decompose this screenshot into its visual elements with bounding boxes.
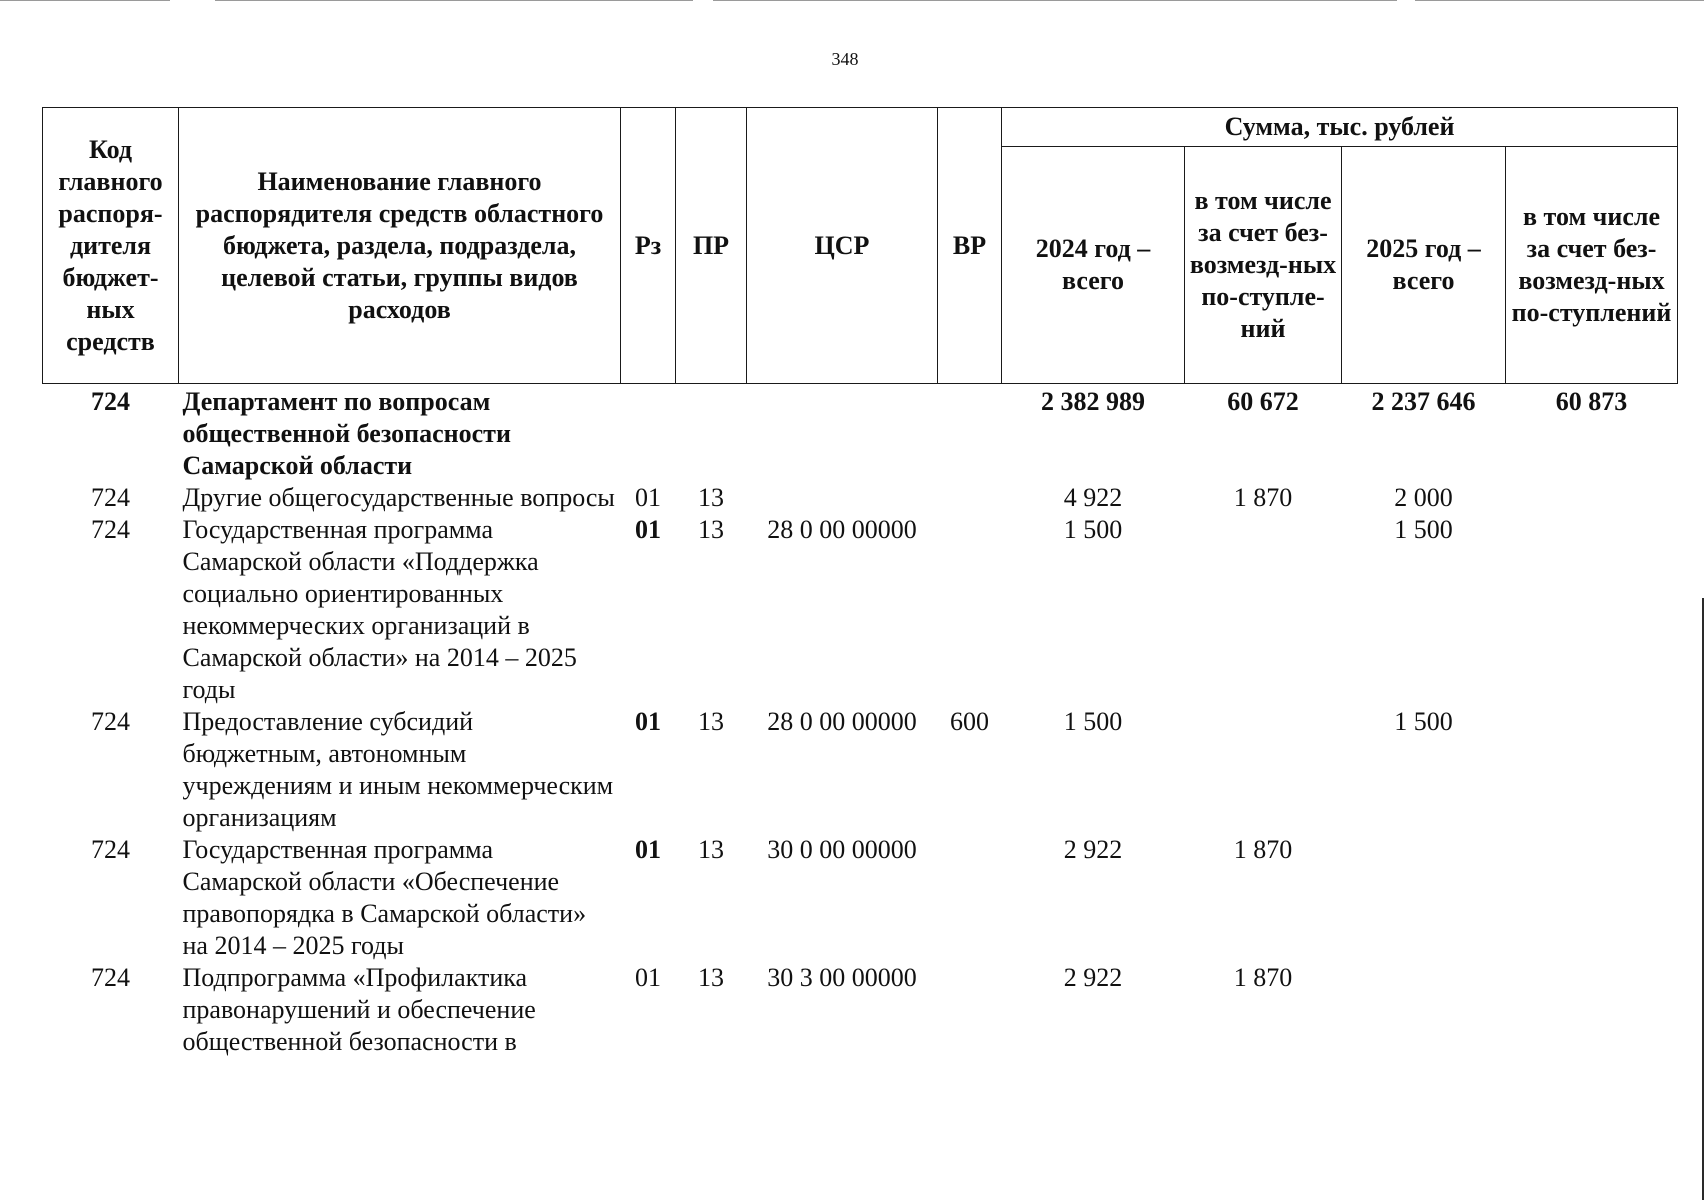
cell-csr: 30 3 00 00000 [767,963,917,992]
cell-csr [747,482,938,514]
table-row [43,514,1678,706]
table-row [43,482,1678,514]
cell-code: 724 [91,963,130,992]
cell-code: 724 [91,387,130,416]
header-code: Код главного распоря-дителя бюджет-ных средств [43,108,179,384]
cell-2025-grants: 60 873 [1555,387,1628,416]
cell-pr [676,384,747,483]
cell-name: Департамент по вопросам общественной безопасности Самарской области [182,387,511,480]
cell-2024-grants [1185,514,1342,706]
header-pr: ПР [676,108,747,384]
table-row [43,834,1678,962]
cell-2025-grants [1506,482,1678,514]
cell-rz: 01 [635,835,661,864]
cell-vr [938,834,1002,962]
cell-vr [938,482,1002,514]
header-2024-total: 2024 год – всего [1002,147,1185,384]
cell-vr [938,384,1002,483]
cell-2024-grants [1185,706,1342,834]
cell-vr [938,962,1002,1058]
header-csr: ЦСР [747,108,938,384]
header-vr: ВР [938,108,1002,384]
cell-2025-total: 1 500 [1394,707,1453,736]
cell-rz [621,384,676,483]
cell-code: 724 [91,483,130,512]
cell-2025-total [1342,962,1506,1058]
cell-2024-total: 1 500 [1063,707,1123,736]
table-body [43,384,1678,1059]
page-number: 348 [831,49,859,69]
table-row [43,706,1678,834]
scan-border-line [713,0,1397,1]
cell-2024-total: 2 922 [1063,835,1123,864]
cell-pr: 13 [698,483,724,512]
cell-2025-total [1342,834,1506,962]
header-sum-group: Сумма, тыс. рублей [1002,108,1678,147]
cell-2024-total: 1 500 [1063,515,1123,544]
cell-csr [747,384,938,483]
table-row [43,962,1678,1058]
cell-code: 724 [91,515,130,544]
scan-border-line [1415,0,1704,1]
cell-rz: 01 [635,515,661,544]
cell-csr: 30 0 00 00000 [767,835,917,864]
scan-border-line [0,0,170,1]
cell-2024-grants: 60 672 [1227,387,1299,416]
cell-2024-grants: 1 870 [1233,963,1293,992]
cell-vr [938,514,1002,706]
cell-2025-total: 2 000 [1394,483,1453,512]
cell-name: Подпрограмма «Профилактика правонарушений и обеспечение общественной безопасности в [182,963,536,1056]
header-2025-total: 2025 год – всего [1342,147,1506,384]
cell-csr: 28 0 00 00000 [767,515,917,544]
cell-2024-grants: 1 870 [1233,835,1293,864]
cell-rz: 01 [635,483,661,512]
cell-pr: 13 [698,515,724,544]
table-header [43,108,1678,384]
cell-vr: 600 [950,707,989,736]
cell-pr: 13 [698,835,724,864]
cell-2024-total: 4 922 [1063,483,1123,512]
cell-name: Другие общегосударственные вопросы [182,483,615,512]
cell-rz: 01 [635,707,661,736]
cell-pr: 13 [698,707,724,736]
header-2024-grants: в том числе за счет без-возмезд-ных по-ступле-ний [1185,147,1342,384]
header-name: Наименование главного распорядителя средств областного бюджета, раздела, подраздела, целевой статьи, группы видов расходов [179,108,621,384]
cell-2024-total: 2 922 [1063,963,1123,992]
cell-code: 724 [91,707,130,736]
cell-csr: 28 0 00 00000 [767,707,917,736]
cell-2024-grants: 1 870 [1233,483,1293,512]
cell-2025-grants [1506,706,1678,834]
cell-rz: 01 [635,963,661,992]
scan-border-line [215,0,693,1]
cell-name: Государственная программа Самарской области «Обеспечение правопорядка в Самарской области» на 2014 – 2025 годы [182,835,587,960]
cell-pr: 13 [698,963,724,992]
table-row [43,384,1678,483]
cell-code: 724 [91,835,130,864]
header-rz: Рз [621,108,676,384]
cell-name: Государственная программа Самарской области «Поддержка социально ориентированных некоммерческих организаций в Самарской области» на 2014 – 2025 годы [182,515,577,704]
cell-2025-grants [1506,834,1678,962]
cell-2025-total: 2 237 646 [1371,387,1476,416]
cell-2024-total: 2 382 989 [1041,387,1145,416]
cell-name: Предоставление субсидий бюджетным, автономным учреждениям и иным некоммерческим организациям [182,707,614,832]
header-2025-grants: в том числе за счет без-возмезд-ных по-ступлений [1506,147,1678,384]
cell-2025-grants [1506,514,1678,706]
budget-table [42,107,1678,1058]
cell-2025-grants [1506,962,1678,1058]
cell-2025-total: 1 500 [1394,515,1453,544]
